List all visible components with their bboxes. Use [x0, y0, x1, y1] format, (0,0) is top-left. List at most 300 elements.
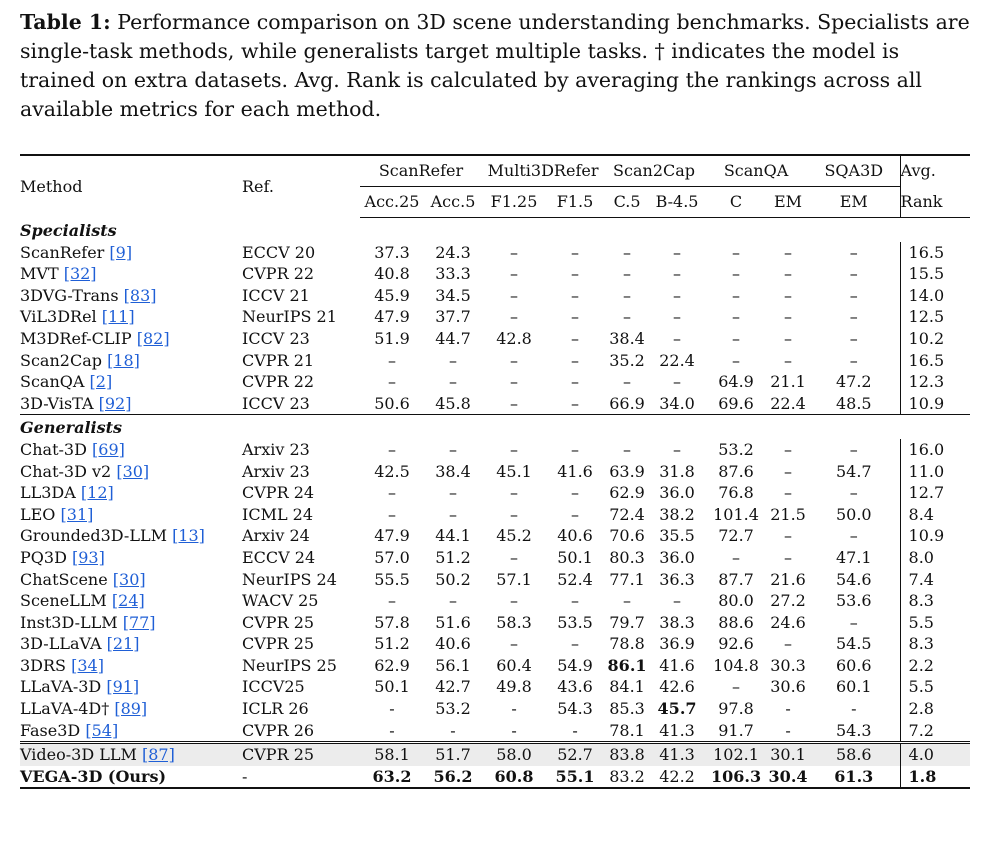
table-row — [20, 698, 970, 720]
table-row — [20, 547, 970, 569]
metric-value: 34.0 — [659, 393, 695, 413]
section-header-row — [20, 218, 970, 242]
metric-value: 54.7 — [835, 461, 872, 481]
metric-value: - — [785, 699, 791, 719]
metric-value: – — [732, 307, 741, 327]
metric-value: – — [784, 350, 793, 370]
metric-value: – — [623, 242, 632, 262]
metric-value: 35.5 — [659, 526, 695, 546]
avg-rank-value: 14.0 — [900, 285, 970, 307]
metric-value: - — [511, 699, 517, 719]
metric-value: 64.9 — [718, 372, 754, 392]
method-name: Chat-3D [69] — [20, 439, 125, 459]
metric-value: 47.2 — [835, 372, 872, 392]
avg-rank-value: 8.3 — [900, 633, 970, 655]
metric-value: 88.6 — [718, 612, 754, 632]
metric-value: – — [510, 547, 519, 567]
metric-value: 42.8 — [496, 328, 532, 348]
metric-value: 87.6 — [718, 461, 754, 481]
metric-value: 50.6 — [374, 393, 410, 413]
metric-value: – — [623, 439, 632, 459]
metric-value: – — [510, 264, 519, 284]
citation-link[interactable]: [69] — [92, 439, 125, 459]
metric-value: 85.3 — [609, 699, 645, 719]
citation-link[interactable]: [30] — [112, 569, 146, 589]
metric-value: – — [449, 350, 457, 370]
metric-value: 97.8 — [718, 699, 754, 719]
table-caption — [20, 8, 970, 124]
table-row — [20, 350, 970, 372]
metric-value: 54.3 — [835, 720, 872, 740]
avg-rank-value: 5.5 — [900, 676, 970, 698]
metric-value: 53.2 — [718, 439, 754, 459]
metric-value: – — [510, 393, 519, 413]
avg-rank-value: 8.3 — [900, 590, 970, 612]
metric-value: 62.9 — [609, 483, 645, 503]
metric-value: 87.7 — [718, 569, 754, 589]
header-ref: Ref. — [242, 155, 360, 218]
venue-ref: ECCV 20 — [242, 242, 316, 262]
citation-link[interactable]: [30] — [116, 461, 150, 481]
citation-link[interactable]: [21] — [106, 634, 140, 654]
table-row — [20, 633, 970, 655]
metric-value: – — [571, 242, 580, 262]
metric-value: 30.6 — [770, 677, 806, 697]
metric-value: – — [849, 483, 858, 503]
avg-rank-value: 16.5 — [900, 350, 970, 372]
metric-value: – — [571, 439, 580, 459]
metric-value: 45.7 — [657, 699, 697, 719]
metric-value: 47.9 — [374, 307, 410, 327]
venue-ref: CVPR 26 — [242, 720, 315, 740]
header-group: SQA3D — [808, 155, 900, 187]
avg-rank-value: 10.9 — [900, 525, 970, 547]
avg-rank-value: 2.2 — [900, 655, 970, 677]
metric-value: – — [673, 439, 682, 459]
venue-ref: ICCV 23 — [242, 393, 310, 413]
method-name: Chat-3D v2 [30] — [20, 461, 150, 481]
method-name: ScanRefer [9] — [20, 242, 133, 262]
citation-link[interactable]: [54] — [85, 720, 119, 740]
metric-value: 104.8 — [713, 655, 759, 675]
section-title: Specialists — [20, 221, 117, 240]
metric-value: 41.3 — [650, 743, 704, 766]
metric-value: 55.1 — [546, 766, 604, 789]
caption-label: Table 1: — [20, 10, 111, 34]
metric-value: – — [849, 328, 858, 348]
metric-value: – — [673, 285, 682, 305]
header-group: ScanQA — [704, 155, 808, 187]
metric-value: 77.1 — [609, 569, 645, 589]
metric-value: 80.0 — [718, 591, 754, 611]
citation-link[interactable]: [11] — [101, 307, 135, 327]
metric-value: – — [449, 504, 457, 524]
metric-value: 61.3 — [808, 766, 900, 789]
venue-ref: Arxiv 23 — [242, 439, 310, 459]
metric-value: 63.2 — [360, 766, 424, 789]
citation-link[interactable]: [91] — [106, 677, 140, 697]
metric-value: – — [388, 372, 396, 392]
header-avg: Avg. — [900, 155, 970, 187]
metric-value: – — [449, 591, 457, 611]
table-row — [20, 461, 970, 483]
metric-value: 22.4 — [770, 393, 806, 413]
citation-link[interactable]: [82] — [136, 328, 170, 348]
table-row — [20, 612, 970, 634]
avg-rank-value: 10.2 — [900, 328, 970, 350]
metric-value: – — [849, 242, 858, 262]
venue-ref: WACV 25 — [242, 591, 319, 611]
metric-value: – — [784, 547, 793, 567]
metric-value: 42.2 — [650, 766, 704, 789]
method-name: SceneLLM [24] — [20, 591, 145, 611]
metric-value: – — [510, 242, 519, 262]
citation-link[interactable]: [87] — [141, 745, 175, 765]
metric-value: – — [571, 350, 580, 370]
avg-rank-value: 5.5 — [900, 612, 970, 634]
method-name: M3DRef-CLIP [82] — [20, 328, 170, 348]
method-name: LL3DA [12] — [20, 483, 114, 503]
method-name: PQ3D [93] — [20, 547, 105, 567]
metric-value: 58.0 — [482, 743, 546, 766]
metric-value: – — [571, 264, 580, 284]
metric-value: 57.8 — [374, 612, 410, 632]
metric-value: 51.6 — [435, 612, 471, 632]
table-row — [20, 525, 970, 547]
metric-value: – — [784, 439, 793, 459]
metric-value: – — [510, 307, 519, 327]
avg-rank-value: 12.3 — [900, 371, 970, 393]
metric-value: 72.4 — [609, 504, 645, 524]
metric-value: 86.1 — [607, 655, 647, 675]
venue-ref: CVPR 22 — [242, 264, 315, 284]
metric-value: 45.2 — [496, 526, 532, 546]
metric-value: 48.5 — [835, 393, 872, 413]
metric-value: 91.7 — [718, 720, 754, 740]
metric-value: – — [849, 612, 858, 632]
venue-ref: ICCV 21 — [242, 285, 310, 305]
metric-value: 84.1 — [609, 677, 645, 697]
metric-value: – — [510, 483, 519, 503]
section-title: Generalists — [20, 415, 970, 439]
metric-value: 38.2 — [659, 504, 695, 524]
metric-value: – — [449, 483, 457, 503]
metric-value: – — [449, 372, 457, 392]
metric-value: – — [388, 504, 396, 524]
metric-value: – — [571, 307, 580, 327]
metric-value: 21.5 — [770, 504, 806, 524]
metric-value: – — [510, 634, 519, 654]
header-metric: F1.5 — [546, 187, 604, 218]
citation-link[interactable]: [93] — [71, 547, 105, 567]
avg-rank-value: 12.7 — [900, 482, 970, 504]
metric-value: – — [571, 504, 580, 524]
metric-value: – — [784, 526, 793, 546]
metric-value: 60.4 — [496, 655, 532, 675]
table-row — [20, 371, 970, 393]
metric-value: 51.7 — [424, 743, 482, 766]
metric-value: 24.3 — [435, 242, 471, 262]
venue-ref: Arxiv 24 — [242, 526, 310, 546]
venue-ref: ICML 24 — [242, 504, 314, 524]
metric-value: – — [571, 483, 580, 503]
metric-value: 41.3 — [659, 720, 695, 740]
metric-value: 52.7 — [546, 743, 604, 766]
metric-value: – — [849, 307, 858, 327]
table-row — [20, 328, 970, 350]
avg-rank-value: 15.5 — [900, 263, 970, 285]
metric-value: 57.0 — [374, 547, 410, 567]
metric-value: 80.3 — [609, 547, 645, 567]
metric-value: – — [388, 591, 396, 611]
header-metric: C.5 — [604, 187, 650, 218]
venue-ref: Arxiv 23 — [242, 461, 310, 481]
metric-value: 53.2 — [435, 699, 471, 719]
metric-value: 54.3 — [557, 699, 593, 719]
metric-value: 21.6 — [770, 569, 806, 589]
metric-value: 50.2 — [435, 569, 471, 589]
metric-value: 24.6 — [770, 612, 806, 632]
venue-ref: CVPR 25 — [242, 634, 315, 654]
header-metric: B-4.5 — [650, 187, 704, 218]
metric-value: – — [623, 591, 632, 611]
metric-value: – — [732, 264, 741, 284]
metric-value: 70.6 — [609, 526, 645, 546]
avg-rank-value: 16.0 — [900, 439, 970, 461]
metric-value: - — [851, 699, 857, 719]
metric-value: – — [849, 264, 858, 284]
header-row-groups — [20, 155, 970, 187]
metric-value: – — [510, 504, 519, 524]
citation-link[interactable]: [89] — [114, 699, 148, 719]
metric-value: 30.3 — [770, 655, 806, 675]
metric-value: 47.9 — [374, 526, 410, 546]
metric-value: – — [732, 285, 741, 305]
metric-value: – — [732, 328, 741, 348]
metric-value: 42.7 — [435, 677, 471, 697]
metric-value: 57.1 — [496, 569, 532, 589]
avg-rank-value: 12.5 — [900, 306, 970, 328]
caption-text: Performance comparison on 3D scene understanding benchmarks. Specialists are single-task methods, while generalists target multiple tasks. † indicates the model is trained on extra datasets. Avg. Rank is calculated by averaging the rankings across all available metrics for each method. — [20, 10, 970, 121]
metric-value: 40.8 — [374, 264, 410, 284]
metric-value: - — [572, 720, 578, 740]
avg-rank-value: 8.4 — [900, 504, 970, 526]
method-name: LLaVA-3D [91] — [20, 677, 140, 697]
header-group: Scan2Cap — [604, 155, 704, 187]
metric-value: 53.5 — [557, 612, 593, 632]
method-name: 3DVG-Trans [83] — [20, 285, 157, 305]
method-name: LEO [31] — [20, 504, 94, 524]
metric-value: 27.2 — [770, 591, 806, 611]
venue-ref: CVPR 25 — [242, 612, 315, 632]
metric-value: 30.1 — [768, 743, 808, 766]
venue-ref: ICCV25 — [242, 677, 305, 697]
metric-value: – — [623, 307, 632, 327]
citation-link[interactable]: [9] — [109, 242, 133, 262]
metric-value: – — [510, 285, 519, 305]
venue-ref: CVPR 25 — [242, 743, 360, 766]
venue-ref: NeurIPS 25 — [242, 655, 337, 675]
metric-value: 66.9 — [609, 393, 645, 413]
metric-value: 35.2 — [609, 350, 645, 370]
metric-value: 37.3 — [374, 242, 410, 262]
table-row — [20, 720, 970, 743]
table-row — [20, 655, 970, 677]
metric-value: – — [673, 264, 682, 284]
venue-ref: NeurIPS 21 — [242, 307, 337, 327]
metric-value: – — [784, 461, 793, 481]
header-group: Multi3DRefer — [482, 155, 604, 187]
metric-value: 47.1 — [835, 547, 872, 567]
metric-value: – — [510, 350, 519, 370]
table-row — [20, 263, 970, 285]
metric-value: – — [784, 264, 793, 284]
metric-value: - — [389, 720, 395, 740]
metric-value: – — [673, 591, 682, 611]
metric-value: 37.7 — [435, 307, 471, 327]
metric-value: – — [388, 483, 396, 503]
metric-value: 31.8 — [659, 461, 695, 481]
table-row — [20, 766, 970, 789]
citation-link[interactable]: [18] — [107, 350, 140, 370]
table-row — [20, 743, 970, 766]
method-name: VEGA-3D (Ours) — [20, 766, 242, 789]
metric-value: 38.4 — [435, 461, 471, 481]
metric-value: 79.7 — [609, 612, 645, 632]
table-row — [20, 393, 970, 415]
metric-value: 45.8 — [435, 393, 471, 413]
metric-value: 43.6 — [557, 677, 593, 697]
avg-rank-value: 4.0 — [900, 743, 970, 766]
metric-value: – — [732, 547, 741, 567]
metric-value: 83.2 — [604, 766, 650, 789]
venue-ref: CVPR 21 — [242, 350, 315, 370]
metric-value: - — [389, 699, 395, 719]
metric-value: 38.3 — [659, 612, 695, 632]
method-name: Video-3D LLM [87] — [20, 743, 242, 766]
citation-link[interactable]: [2] — [89, 372, 113, 392]
metric-value: – — [571, 372, 580, 392]
metric-value: – — [732, 677, 741, 697]
metric-value: 63.9 — [609, 461, 645, 481]
metric-value: 36.0 — [659, 547, 695, 567]
metric-value: 78.1 — [609, 720, 645, 740]
avg-rank-value: 2.8 — [900, 698, 970, 720]
header-metric: Acc.25 — [360, 187, 424, 218]
metric-value: 41.6 — [659, 655, 695, 675]
metric-value: – — [571, 285, 580, 305]
citation-link[interactable]: [31] — [60, 504, 94, 524]
venue-ref: ICLR 26 — [242, 699, 309, 719]
metric-value: 50.0 — [835, 504, 872, 524]
venue-ref: CVPR 22 — [242, 372, 315, 392]
results-table — [20, 154, 970, 789]
avg-rank-value: 10.9 — [900, 393, 970, 415]
method-name: Inst3D-LLM [77] — [20, 612, 156, 632]
metric-value: – — [623, 264, 632, 284]
metric-value: – — [510, 439, 519, 459]
table-row — [20, 439, 970, 461]
metric-value: – — [623, 285, 632, 305]
venue-ref: NeurIPS 24 — [242, 569, 337, 589]
metric-value: – — [784, 483, 793, 503]
method-name: 3D-LLaVA [21] — [20, 634, 140, 654]
header-metric: F1.25 — [482, 187, 546, 218]
metric-value: – — [571, 634, 580, 654]
header-metric: EM — [808, 187, 900, 218]
avg-rank-value: 7.4 — [900, 569, 970, 591]
header-metric: C — [704, 187, 768, 218]
metric-value: 45.1 — [496, 461, 532, 481]
venue-ref: ICCV 23 — [242, 328, 310, 348]
method-name: Grounded3D-LLM [13] — [20, 526, 205, 546]
metric-value: – — [732, 350, 741, 370]
metric-value: – — [623, 372, 632, 392]
metric-value: – — [732, 242, 741, 262]
metric-value: – — [673, 307, 682, 327]
metric-value: 106.3 — [704, 766, 768, 789]
metric-value: 36.3 — [659, 569, 695, 589]
citation-link[interactable]: [92] — [98, 393, 132, 413]
section-header-row — [20, 415, 970, 439]
metric-value: 40.6 — [435, 634, 471, 654]
citation-link[interactable]: [32] — [63, 264, 97, 284]
metric-value: – — [849, 439, 858, 459]
citation-link[interactable]: [24] — [111, 591, 145, 611]
citation-link[interactable]: [77] — [122, 612, 156, 632]
metric-value: 56.1 — [435, 655, 471, 675]
citation-link[interactable]: [13] — [172, 526, 205, 546]
metric-value: 58.6 — [808, 743, 900, 766]
metric-value: 60.1 — [835, 677, 872, 697]
metric-value: 52.4 — [557, 569, 593, 589]
metric-value: 38.4 — [609, 328, 645, 348]
venue-ref: CVPR 24 — [242, 483, 315, 503]
table-row — [20, 285, 970, 307]
metric-value: 51.2 — [435, 547, 471, 567]
metric-value: - — [785, 720, 791, 740]
metric-value: – — [784, 285, 793, 305]
method-name: 3DRS [34] — [20, 655, 104, 675]
header-group: ScanRefer — [360, 155, 482, 187]
metric-value: 83.8 — [604, 743, 650, 766]
citation-link[interactable]: [83] — [123, 285, 157, 305]
metric-value: 58.3 — [496, 612, 532, 632]
metric-value: 50.1 — [374, 677, 410, 697]
metric-value: 102.1 — [704, 743, 768, 766]
citation-link[interactable]: [34] — [71, 655, 104, 675]
method-name: ChatScene [30] — [20, 569, 146, 589]
metric-value: 51.9 — [374, 328, 410, 348]
table-row — [20, 676, 970, 698]
header-method: Method — [20, 155, 242, 218]
metric-value: - — [511, 720, 517, 740]
metric-value: 72.7 — [718, 526, 754, 546]
metric-value: 30.4 — [768, 766, 808, 789]
metric-value: – — [449, 439, 457, 459]
avg-rank-value: 1.8 — [900, 766, 970, 789]
metric-value: 40.6 — [557, 526, 593, 546]
method-name: 3D-VisTA [92] — [20, 393, 132, 413]
table-row — [20, 590, 970, 612]
metric-value: – — [784, 307, 793, 327]
table-row — [20, 482, 970, 504]
venue-ref: ECCV 24 — [242, 547, 316, 567]
metric-value: – — [673, 328, 682, 348]
metric-value: 22.4 — [659, 350, 695, 370]
citation-link[interactable]: [12] — [80, 483, 114, 503]
metric-value: 44.1 — [435, 526, 471, 546]
